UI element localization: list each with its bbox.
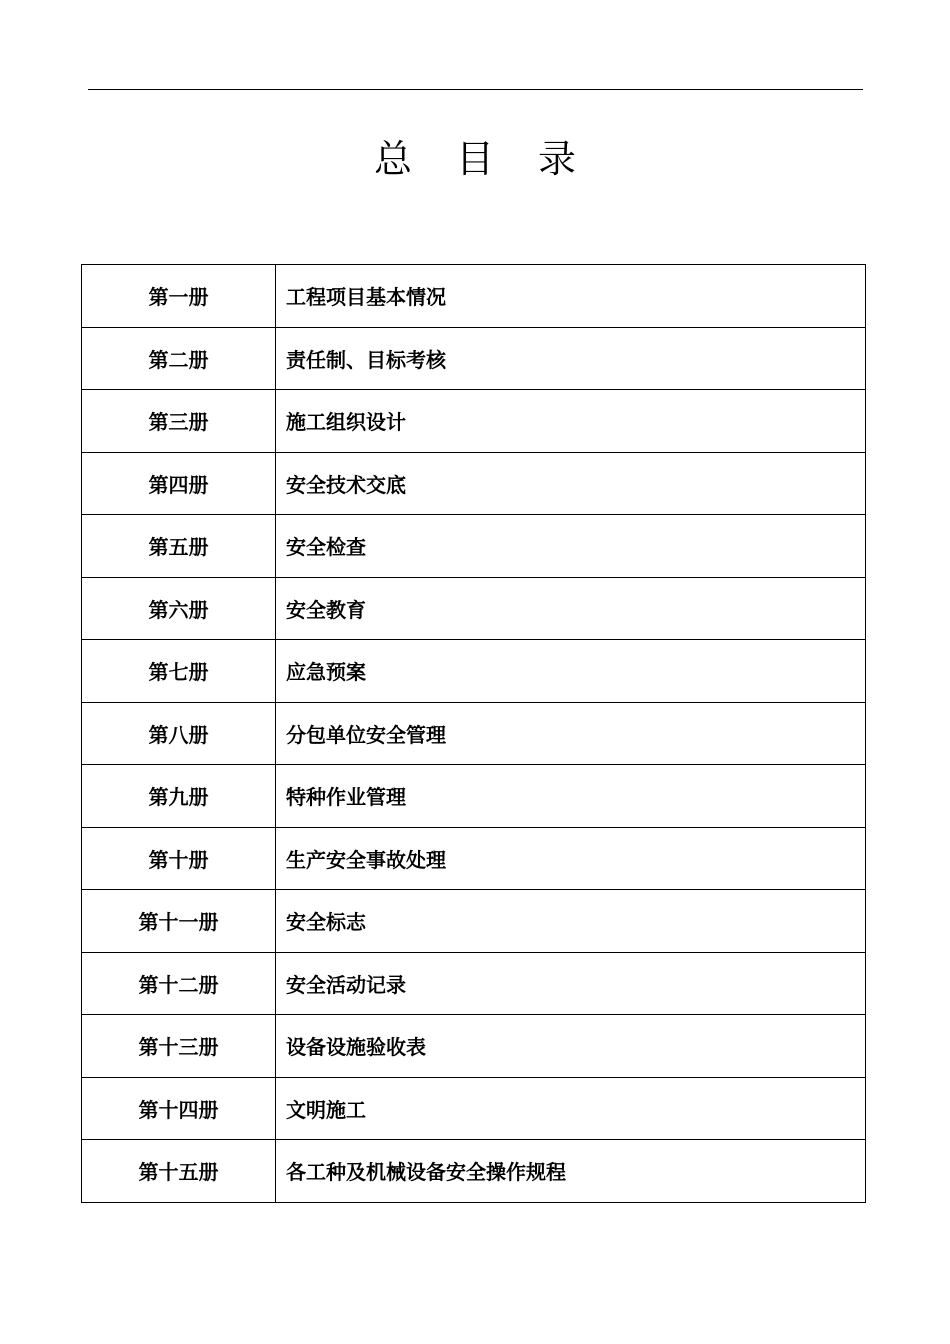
toc-body <box>82 265 866 1203</box>
header-rule <box>88 89 863 90</box>
title-cell: 各工种及机械设备安全操作规程 <box>276 1140 866 1203</box>
volume-cell: 第九册 <box>82 765 276 828</box>
table-row <box>82 1015 866 1078</box>
table-row <box>82 265 866 328</box>
table-row <box>82 452 866 515</box>
volume-cell: 第十五册 <box>82 1140 276 1203</box>
volume-cell: 第十二册 <box>82 952 276 1015</box>
title-cell: 特种作业管理 <box>276 765 866 828</box>
table-of-contents <box>81 264 866 1203</box>
table-row <box>82 827 866 890</box>
volume-cell: 第十册 <box>82 827 276 890</box>
title-cell: 施工组织设计 <box>276 390 866 453</box>
table-row <box>82 390 866 453</box>
volume-cell: 第六册 <box>82 577 276 640</box>
volume-cell: 第三册 <box>82 390 276 453</box>
title-cell: 设备设施验收表 <box>276 1015 866 1078</box>
title-cell: 分包单位安全管理 <box>276 702 866 765</box>
title-cell: 安全技术交底 <box>276 452 866 515</box>
title-cell: 应急预案 <box>276 640 866 703</box>
table-row <box>82 640 866 703</box>
table-row <box>82 765 866 828</box>
table-row <box>82 1140 866 1203</box>
title-cell: 安全活动记录 <box>276 952 866 1015</box>
title-cell: 安全标志 <box>276 890 866 953</box>
title-cell: 安全教育 <box>276 577 866 640</box>
title-cell: 责任制、目标考核 <box>276 327 866 390</box>
volume-cell: 第一册 <box>82 265 276 328</box>
table-row <box>82 515 866 578</box>
volume-cell: 第十一册 <box>82 890 276 953</box>
title-cell: 生产安全事故处理 <box>276 827 866 890</box>
volume-cell: 第七册 <box>82 640 276 703</box>
volume-cell: 第十三册 <box>82 1015 276 1078</box>
volume-cell: 第四册 <box>82 452 276 515</box>
page-title: 总目录 <box>373 137 620 181</box>
table-row <box>82 327 866 390</box>
table-row <box>82 952 866 1015</box>
table-row <box>82 577 866 640</box>
volume-cell: 第二册 <box>82 327 276 390</box>
volume-cell: 第八册 <box>82 702 276 765</box>
volume-cell: 第十四册 <box>82 1077 276 1140</box>
table-row <box>82 1077 866 1140</box>
title-cell: 文明施工 <box>276 1077 866 1140</box>
table-row <box>82 702 866 765</box>
title-cell: 安全检查 <box>276 515 866 578</box>
title-cell: 工程项目基本情况 <box>276 265 866 328</box>
volume-cell: 第五册 <box>82 515 276 578</box>
table-row <box>82 890 866 953</box>
